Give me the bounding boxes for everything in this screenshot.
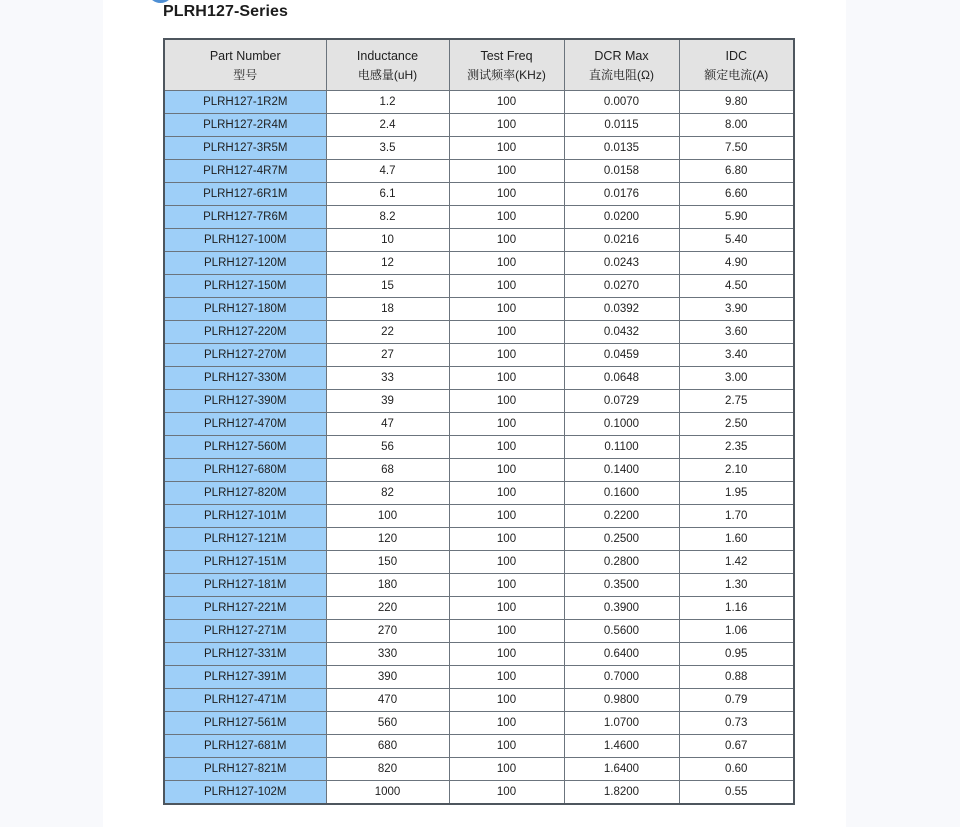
inductance-cell: 560 bbox=[326, 712, 449, 735]
dcr-max-cell: 0.0392 bbox=[564, 298, 679, 321]
table-row bbox=[164, 758, 794, 781]
part-number-cell: PLRH127-820M bbox=[164, 482, 326, 505]
test-freq-cell: 100 bbox=[449, 229, 564, 252]
idc-cell: 0.55 bbox=[679, 781, 794, 805]
part-number-cell: PLRH127-1R2M bbox=[164, 91, 326, 114]
test-freq-cell: 100 bbox=[449, 735, 564, 758]
inductance-cell: 820 bbox=[326, 758, 449, 781]
inductance-cell: 270 bbox=[326, 620, 449, 643]
inductance-cell: 10 bbox=[326, 229, 449, 252]
dcr-max-cell: 0.0135 bbox=[564, 137, 679, 160]
part-number-cell: PLRH127-391M bbox=[164, 666, 326, 689]
dcr-max-cell: 0.1400 bbox=[564, 459, 679, 482]
dcr-max-cell: 1.6400 bbox=[564, 758, 679, 781]
part-number-cell: PLRH127-101M bbox=[164, 505, 326, 528]
table-row bbox=[164, 781, 794, 805]
table-row bbox=[164, 298, 794, 321]
column-label-zh: 电感量(uH) bbox=[357, 67, 418, 82]
table-row bbox=[164, 459, 794, 482]
idc-cell: 3.90 bbox=[679, 298, 794, 321]
table-row bbox=[164, 229, 794, 252]
idc-cell: 2.10 bbox=[679, 459, 794, 482]
column-label-zh: 型号 bbox=[233, 67, 258, 82]
part-number-cell: PLRH127-121M bbox=[164, 528, 326, 551]
test-freq-cell: 100 bbox=[449, 758, 564, 781]
inductance-cell: 12 bbox=[326, 252, 449, 275]
part-number-cell: PLRH127-561M bbox=[164, 712, 326, 735]
inductance-cell: 470 bbox=[326, 689, 449, 712]
table-header bbox=[164, 39, 794, 91]
part-number-cell: PLRH127-151M bbox=[164, 551, 326, 574]
table-row bbox=[164, 505, 794, 528]
test-freq-cell: 100 bbox=[449, 367, 564, 390]
column-label-en: Inductance bbox=[356, 48, 419, 63]
test-freq-cell: 100 bbox=[449, 183, 564, 206]
test-freq-cell: 100 bbox=[449, 712, 564, 735]
inductance-cell: 220 bbox=[326, 597, 449, 620]
part-number-cell: PLRH127-4R7M bbox=[164, 160, 326, 183]
part-number-cell: PLRH127-470M bbox=[164, 413, 326, 436]
idc-cell: 0.88 bbox=[679, 666, 794, 689]
inductance-cell: 3.5 bbox=[326, 137, 449, 160]
inductance-cell: 27 bbox=[326, 344, 449, 367]
test-freq-cell: 100 bbox=[449, 666, 564, 689]
dcr-max-cell: 0.0648 bbox=[564, 367, 679, 390]
dcr-max-cell: 0.1000 bbox=[564, 413, 679, 436]
dcr-max-cell: 0.3900 bbox=[564, 597, 679, 620]
inductance-cell: 6.1 bbox=[326, 183, 449, 206]
idc-cell: 1.30 bbox=[679, 574, 794, 597]
column-label-zh: 直流电阻(Ω) bbox=[589, 67, 654, 82]
series-title: PLRH127-Series bbox=[163, 3, 289, 20]
idc-cell: 0.79 bbox=[679, 689, 794, 712]
table-row bbox=[164, 160, 794, 183]
dcr-max-cell: 0.0158 bbox=[564, 160, 679, 183]
idc-cell: 0.73 bbox=[679, 712, 794, 735]
column-header-inductance bbox=[326, 39, 449, 91]
inductance-cell: 15 bbox=[326, 275, 449, 298]
inductance-cell: 39 bbox=[326, 390, 449, 413]
table-row bbox=[164, 597, 794, 620]
dcr-max-cell: 0.0176 bbox=[564, 183, 679, 206]
test-freq-cell: 100 bbox=[449, 436, 564, 459]
test-freq-cell: 100 bbox=[449, 321, 564, 344]
inductance-cell: 100 bbox=[326, 505, 449, 528]
dcr-max-cell: 0.2500 bbox=[564, 528, 679, 551]
inductance-cell: 150 bbox=[326, 551, 449, 574]
inductance-cell: 56 bbox=[326, 436, 449, 459]
document-page bbox=[103, 0, 846, 827]
test-freq-cell: 100 bbox=[449, 137, 564, 160]
part-number-cell: PLRH127-331M bbox=[164, 643, 326, 666]
test-freq-cell: 100 bbox=[449, 344, 564, 367]
test-freq-cell: 100 bbox=[449, 91, 564, 114]
column-header-idc bbox=[679, 39, 794, 91]
inductance-cell: 22 bbox=[326, 321, 449, 344]
test-freq-cell: 100 bbox=[449, 390, 564, 413]
column-label-en: Test Freq bbox=[480, 48, 533, 63]
dcr-max-cell: 0.0115 bbox=[564, 114, 679, 137]
idc-cell: 2.75 bbox=[679, 390, 794, 413]
table-row bbox=[164, 436, 794, 459]
table-row bbox=[164, 712, 794, 735]
inductance-cell: 120 bbox=[326, 528, 449, 551]
table-row bbox=[164, 574, 794, 597]
inductance-cell: 330 bbox=[326, 643, 449, 666]
part-number-cell: PLRH127-560M bbox=[164, 436, 326, 459]
table-row bbox=[164, 91, 794, 114]
idc-cell: 2.50 bbox=[679, 413, 794, 436]
idc-cell: 3.60 bbox=[679, 321, 794, 344]
part-number-cell: PLRH127-471M bbox=[164, 689, 326, 712]
dcr-max-cell: 0.0270 bbox=[564, 275, 679, 298]
dcr-max-cell: 0.0432 bbox=[564, 321, 679, 344]
inductance-cell: 18 bbox=[326, 298, 449, 321]
dcr-max-cell: 0.2200 bbox=[564, 505, 679, 528]
part-number-cell: PLRH127-7R6M bbox=[164, 206, 326, 229]
table-row bbox=[164, 252, 794, 275]
idc-cell: 1.16 bbox=[679, 597, 794, 620]
test-freq-cell: 100 bbox=[449, 574, 564, 597]
dcr-max-cell: 0.6400 bbox=[564, 643, 679, 666]
header-row bbox=[164, 39, 794, 91]
inductance-cell: 1.2 bbox=[326, 91, 449, 114]
part-number-cell: PLRH127-102M bbox=[164, 781, 326, 805]
inductance-cell: 82 bbox=[326, 482, 449, 505]
part-number-cell: PLRH127-821M bbox=[164, 758, 326, 781]
dcr-max-cell: 0.2800 bbox=[564, 551, 679, 574]
part-number-cell: PLRH127-100M bbox=[164, 229, 326, 252]
part-number-cell: PLRH127-180M bbox=[164, 298, 326, 321]
test-freq-cell: 100 bbox=[449, 620, 564, 643]
dcr-max-cell: 0.1600 bbox=[564, 482, 679, 505]
inductance-cell: 680 bbox=[326, 735, 449, 758]
part-number-cell: PLRH127-6R1M bbox=[164, 183, 326, 206]
idc-cell: 5.90 bbox=[679, 206, 794, 229]
table-row bbox=[164, 735, 794, 758]
test-freq-cell: 100 bbox=[449, 482, 564, 505]
test-freq-cell: 100 bbox=[449, 206, 564, 229]
dcr-max-cell: 0.9800 bbox=[564, 689, 679, 712]
idc-cell: 8.00 bbox=[679, 114, 794, 137]
idc-cell: 4.90 bbox=[679, 252, 794, 275]
inductance-cell: 390 bbox=[326, 666, 449, 689]
test-freq-cell: 100 bbox=[449, 643, 564, 666]
table-row bbox=[164, 344, 794, 367]
inductance-cell: 180 bbox=[326, 574, 449, 597]
dcr-max-cell: 0.0459 bbox=[564, 344, 679, 367]
dcr-max-cell: 0.1100 bbox=[564, 436, 679, 459]
table-row bbox=[164, 620, 794, 643]
column-header-part-number bbox=[164, 39, 326, 91]
idc-cell: 1.95 bbox=[679, 482, 794, 505]
table-body bbox=[164, 91, 794, 805]
idc-cell: 4.50 bbox=[679, 275, 794, 298]
test-freq-cell: 100 bbox=[449, 413, 564, 436]
test-freq-cell: 100 bbox=[449, 114, 564, 137]
dcr-max-cell: 1.8200 bbox=[564, 781, 679, 805]
inductor-spec-table bbox=[163, 38, 795, 805]
idc-cell: 6.60 bbox=[679, 183, 794, 206]
dcr-max-cell: 0.7000 bbox=[564, 666, 679, 689]
idc-cell: 5.40 bbox=[679, 229, 794, 252]
table-row bbox=[164, 643, 794, 666]
inductance-cell: 2.4 bbox=[326, 114, 449, 137]
idc-cell: 9.80 bbox=[679, 91, 794, 114]
table-row bbox=[164, 528, 794, 551]
table-row bbox=[164, 689, 794, 712]
part-number-cell: PLRH127-2R4M bbox=[164, 114, 326, 137]
table-row bbox=[164, 137, 794, 160]
idc-cell: 7.50 bbox=[679, 137, 794, 160]
idc-cell: 6.80 bbox=[679, 160, 794, 183]
dcr-max-cell: 0.0216 bbox=[564, 229, 679, 252]
dcr-max-cell: 0.0243 bbox=[564, 252, 679, 275]
dcr-max-cell: 0.3500 bbox=[564, 574, 679, 597]
idc-cell: 0.95 bbox=[679, 643, 794, 666]
part-number-cell: PLRH127-221M bbox=[164, 597, 326, 620]
table-row bbox=[164, 275, 794, 298]
inductance-cell: 68 bbox=[326, 459, 449, 482]
test-freq-cell: 100 bbox=[449, 160, 564, 183]
dcr-max-cell: 1.4600 bbox=[564, 735, 679, 758]
part-number-cell: PLRH127-271M bbox=[164, 620, 326, 643]
test-freq-cell: 100 bbox=[449, 689, 564, 712]
idc-cell: 3.40 bbox=[679, 344, 794, 367]
column-header-test-freq bbox=[449, 39, 564, 91]
part-number-cell: PLRH127-120M bbox=[164, 252, 326, 275]
dcr-max-cell: 1.0700 bbox=[564, 712, 679, 735]
column-label-en: IDC bbox=[725, 48, 748, 63]
test-freq-cell: 100 bbox=[449, 597, 564, 620]
table-row bbox=[164, 321, 794, 344]
table-row bbox=[164, 551, 794, 574]
part-number-cell: PLRH127-680M bbox=[164, 459, 326, 482]
idc-cell: 1.06 bbox=[679, 620, 794, 643]
part-number-cell: PLRH127-270M bbox=[164, 344, 326, 367]
table-row bbox=[164, 413, 794, 436]
table-row bbox=[164, 666, 794, 689]
test-freq-cell: 100 bbox=[449, 781, 564, 805]
column-label-zh: 测试频率(KHz) bbox=[467, 67, 546, 82]
idc-cell: 1.42 bbox=[679, 551, 794, 574]
dcr-max-cell: 0.0200 bbox=[564, 206, 679, 229]
dcr-max-cell: 0.0729 bbox=[564, 390, 679, 413]
part-number-cell: PLRH127-330M bbox=[164, 367, 326, 390]
column-header-dcr-max bbox=[564, 39, 679, 91]
dcr-max-cell: 0.5600 bbox=[564, 620, 679, 643]
test-freq-cell: 100 bbox=[449, 459, 564, 482]
dcr-max-cell: 0.0070 bbox=[564, 91, 679, 114]
table-row bbox=[164, 206, 794, 229]
idc-cell: 0.67 bbox=[679, 735, 794, 758]
column-label-en: Part Number bbox=[209, 48, 281, 63]
idc-cell: 2.35 bbox=[679, 436, 794, 459]
test-freq-cell: 100 bbox=[449, 275, 564, 298]
column-label-zh: 额定电流(A) bbox=[704, 67, 769, 82]
table-row bbox=[164, 367, 794, 390]
inductance-cell: 1000 bbox=[326, 781, 449, 805]
table-row bbox=[164, 114, 794, 137]
part-number-cell: PLRH127-220M bbox=[164, 321, 326, 344]
test-freq-cell: 100 bbox=[449, 551, 564, 574]
column-label-en: DCR Max bbox=[594, 48, 649, 63]
inductance-cell: 8.2 bbox=[326, 206, 449, 229]
part-number-cell: PLRH127-150M bbox=[164, 275, 326, 298]
idc-cell: 0.60 bbox=[679, 758, 794, 781]
part-number-cell: PLRH127-681M bbox=[164, 735, 326, 758]
table-row bbox=[164, 482, 794, 505]
test-freq-cell: 100 bbox=[449, 252, 564, 275]
idc-cell: 1.60 bbox=[679, 528, 794, 551]
inductance-cell: 33 bbox=[326, 367, 449, 390]
test-freq-cell: 100 bbox=[449, 528, 564, 551]
test-freq-cell: 100 bbox=[449, 505, 564, 528]
idc-cell: 1.70 bbox=[679, 505, 794, 528]
part-number-cell: PLRH127-181M bbox=[164, 574, 326, 597]
inductance-cell: 47 bbox=[326, 413, 449, 436]
part-number-cell: PLRH127-390M bbox=[164, 390, 326, 413]
part-number-cell: PLRH127-3R5M bbox=[164, 137, 326, 160]
table-row bbox=[164, 390, 794, 413]
table-row bbox=[164, 183, 794, 206]
idc-cell: 3.00 bbox=[679, 367, 794, 390]
test-freq-cell: 100 bbox=[449, 298, 564, 321]
inductance-cell: 4.7 bbox=[326, 160, 449, 183]
